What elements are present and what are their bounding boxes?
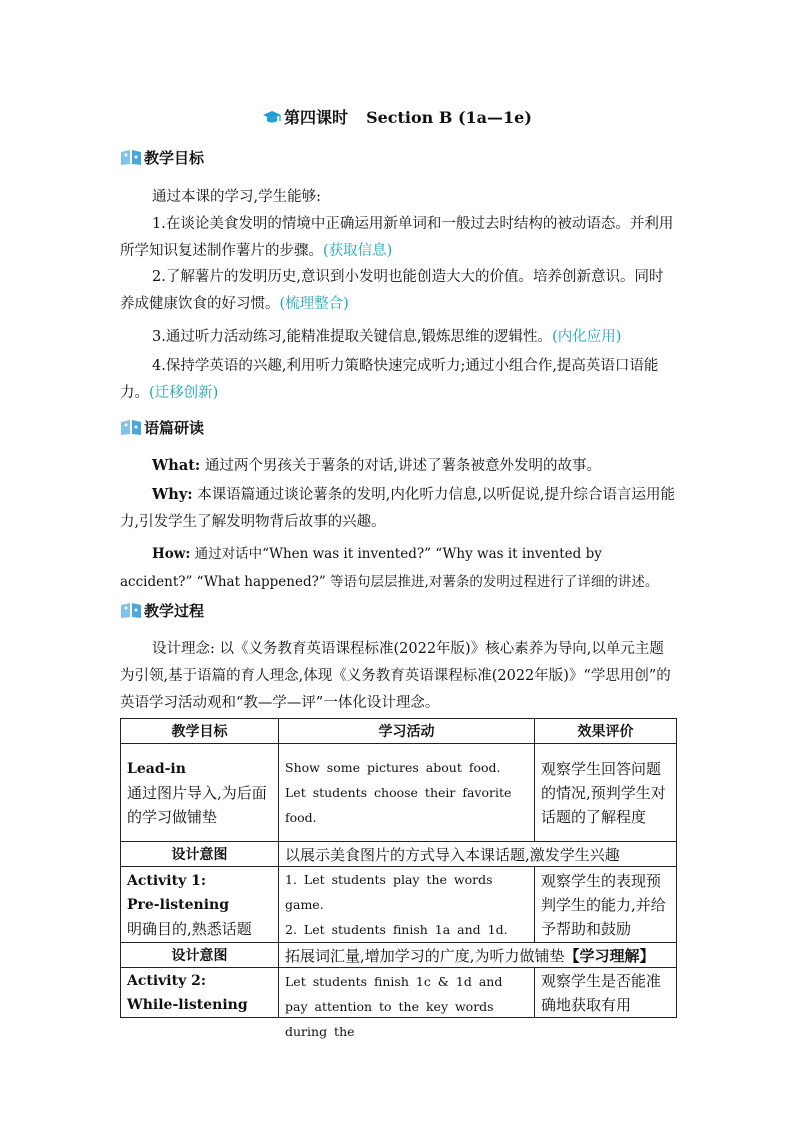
table-row xyxy=(121,968,677,1018)
section-heading-process: 教学过程 xyxy=(120,600,204,622)
book-icon xyxy=(120,149,142,166)
table-row xyxy=(121,943,677,968)
header-evaluation: 效果评价 xyxy=(535,719,677,744)
goal-item-4: 4.保持学英语的兴趣,利用听力策略快速完成听力;通过小组合作,提高英语口语能力。(迁移创新) xyxy=(120,358,659,401)
intent-text: 以展示美食图片的方式导入本课话题,激发学生兴趣 xyxy=(279,842,677,867)
goal-item-3: 3.通过听力活动练习,能精准提取关键信息,锻炼思维的逻辑性。(内化应用) xyxy=(152,329,622,345)
analysis-why: Why: 本课语篇通过谈论薯条的发明,内化听力信息,以听促说,提升综合语言运用能力,引发学生了解发明物背后故事的兴趣。 xyxy=(120,486,676,530)
table-row xyxy=(121,842,677,867)
goal-cell: Lead-in 通过图片导入,为后面的学习做铺垫 xyxy=(121,744,279,842)
table-row xyxy=(121,744,677,842)
teaching-process-table xyxy=(120,718,677,1039)
analysis-what: What: 通过两个男孩关于薯条的对话,讲述了薯条被意外发明的故事。 xyxy=(152,457,601,474)
goal-cell: Activity 1: Pre-listening 明确目的,熟悉话题 xyxy=(121,867,279,943)
table-header-row xyxy=(121,719,677,744)
evaluation-cell: 观察学生的表现预判学生的能力,并给予帮助和鼓励 xyxy=(535,867,677,943)
section-heading-goals: 教学目标 xyxy=(120,147,204,169)
header-goal: 教学目标 xyxy=(121,719,279,744)
goals-intro: 通过本课的学习,学生能够: xyxy=(152,189,321,205)
lesson-label: 第四课时 xyxy=(284,108,349,127)
graduation-cap-icon xyxy=(262,110,282,132)
activity-cell: 1. Let students play the words game. 2. Let students finish 1a and 1d. xyxy=(279,867,535,943)
page-title xyxy=(0,107,794,132)
goal-cell: Activity 2: While-listening xyxy=(121,968,279,1018)
intent-label: 设计意图 xyxy=(121,943,279,968)
activity-cell: Show some pictures about food. Let students choose their favorite food. xyxy=(279,744,535,842)
book-icon xyxy=(120,602,142,619)
intent-label: 设计意图 xyxy=(121,842,279,867)
goal-item-2: 2.了解薯片的发明历史,意识到小发明也能创造大大的价值。培养创新意识。同时养成健康饮食的好习惯。(梳理整合) xyxy=(120,269,664,312)
section-label: Section B (1a—1e) xyxy=(366,108,532,127)
table-row xyxy=(121,867,677,943)
header-activity: 学习活动 xyxy=(279,719,535,744)
activity-cell: Let students finish 1c & 1d and pay attention to the key words during the xyxy=(279,968,535,1018)
analysis-how: How: 通过对话中“When was it invented?” “Why was it invented by accident?” “What happened?” 等语句层层推进,对薯条的发明过程进行了详细的讲述。 xyxy=(120,546,659,590)
evaluation-cell: 观察学生是否能准确地获取有用 xyxy=(535,968,677,1018)
goal-item-1: 1.在谈论美食发明的情境中正确运用新单词和一般过去时结构的被动语态。并利用所学知识复述制作薯片的步骤。(获取信息) xyxy=(120,216,674,259)
design-concept: 设计理念: 以《义务教育英语课程标准(2022年版)》核心素养为导向,以单元主题为引领,基于语篇的育人理念,体现《义务教育英语课程标准(2022年版)》“学思用创”的英语学习活动观和“教—学—评”一体化设计理念。 xyxy=(120,641,671,711)
book-icon xyxy=(120,419,142,436)
intent-text: 拓展词汇量,增加学习的广度,为听力做铺垫【学习理解】 xyxy=(279,943,677,968)
section-heading-analysis: 语篇研读 xyxy=(120,417,204,439)
evaluation-cell: 观察学生回答问题的情况,预判学生对话题的了解程度 xyxy=(535,744,677,842)
